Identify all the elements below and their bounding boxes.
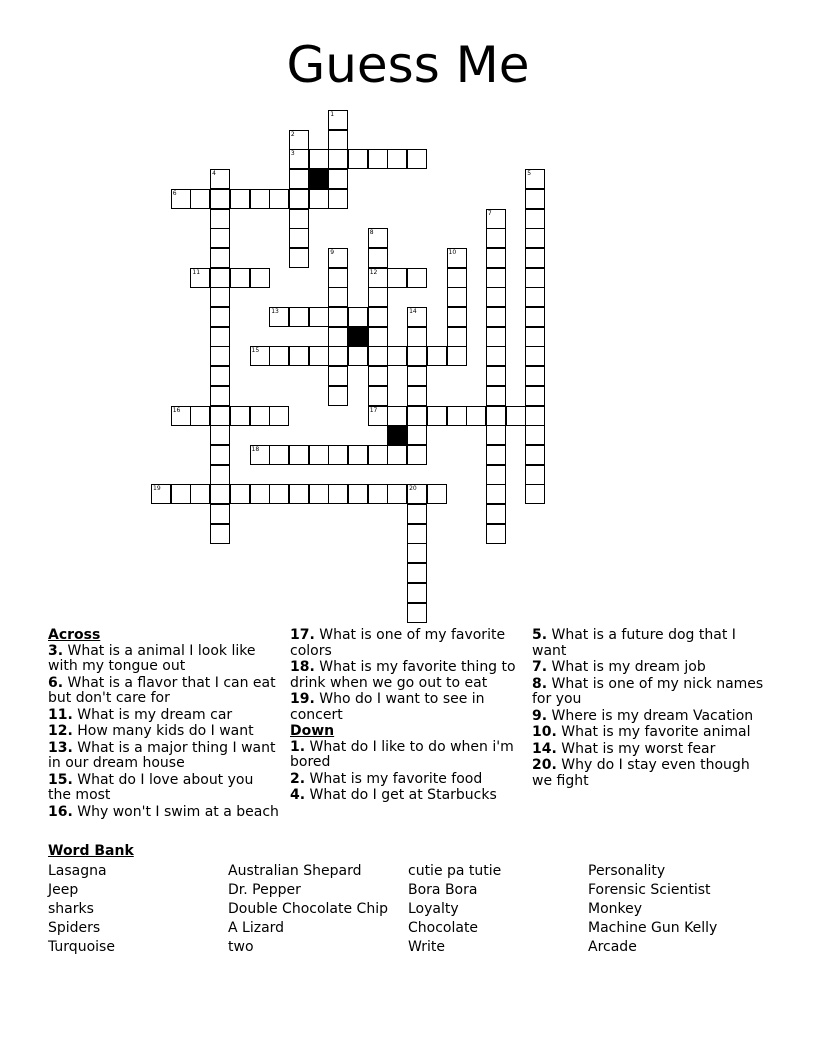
- grid-cell: [210, 248, 230, 268]
- grid-cell: [269, 346, 289, 366]
- grid-cell: [407, 346, 427, 366]
- grid-cell: [525, 169, 545, 189]
- grid-cell: [269, 189, 289, 209]
- grid-cell: [309, 189, 329, 209]
- clue-text: What do I get at Starbucks: [305, 787, 497, 803]
- grid-cell: [309, 346, 329, 366]
- grid-cell: [486, 327, 506, 347]
- grid-cell: [387, 346, 407, 366]
- grid-cell: [486, 465, 506, 485]
- word-bank-word: Bora Bora: [408, 882, 478, 898]
- word-bank-word: Forensic Scientist: [588, 882, 711, 898]
- grid-clue-number: 7: [487, 209, 492, 217]
- grid-cell: [525, 189, 545, 209]
- word-bank-column: [48, 862, 228, 957]
- clue-text: What is one of my nick names for you: [532, 675, 764, 707]
- grid-clue-number: 16: [172, 406, 181, 414]
- grid-cell: [447, 327, 467, 347]
- grid-cell: [407, 524, 427, 544]
- grid-cell: [486, 228, 506, 248]
- grid-cell: [210, 386, 230, 406]
- page-title: Guess Me: [286, 36, 530, 94]
- clue-number: 6.: [48, 674, 64, 691]
- grid-cell: [486, 209, 506, 229]
- clue-across-3: [48, 724, 280, 740]
- grid-cell: [407, 307, 427, 327]
- word-bank-word: Double Chocolate Chip: [228, 901, 388, 917]
- grid-cell: [407, 366, 427, 386]
- clue-number: 1.: [290, 738, 306, 755]
- clues-column-3: [532, 628, 764, 790]
- clue-across-7: [290, 628, 522, 659]
- grid-black-square: [387, 425, 407, 445]
- grid-black-square: [348, 327, 368, 347]
- grid-cell: [348, 149, 368, 169]
- grid-cell: [387, 445, 407, 465]
- grid-cell: [486, 268, 506, 288]
- clue-text: What is my favorite food: [305, 770, 483, 787]
- grid-cell: [447, 248, 467, 268]
- across-header: Across: [48, 627, 101, 643]
- grid-clue-number: 11: [192, 268, 201, 276]
- grid-cell: [309, 307, 329, 327]
- grid-cell: [407, 386, 427, 406]
- grid-cell: [368, 307, 388, 327]
- grid-cell: [387, 484, 407, 504]
- grid-clue-number: 13: [271, 308, 279, 315]
- grid-cell: [368, 386, 388, 406]
- grid-clue-number: 2: [290, 130, 295, 138]
- grid-cell: [525, 209, 545, 229]
- grid-cell: [387, 149, 407, 169]
- grid-cell: [328, 307, 348, 327]
- clue-across-6: [48, 805, 280, 821]
- grid-cell: [230, 484, 250, 504]
- grid-cell: [210, 504, 230, 524]
- clue-down-1: [290, 772, 522, 788]
- grid-cell: [486, 386, 506, 406]
- clue-text: Who do I want to see in concert: [290, 691, 485, 723]
- grid-cell: [190, 406, 210, 426]
- grid-clue-number: 6: [172, 189, 177, 197]
- grid-cell: [368, 287, 388, 307]
- grid-cell: [289, 149, 309, 169]
- clue-number: 3.: [48, 642, 64, 659]
- grid-clue-number: 15: [251, 347, 260, 355]
- grid-clue-number: 9: [330, 248, 335, 256]
- grid-clue-number: 1: [330, 111, 335, 118]
- grid-cell: [486, 524, 506, 544]
- clue-text: What is my dream job: [547, 659, 706, 675]
- grid-cell: [289, 307, 309, 327]
- grid-cell: [407, 484, 427, 504]
- clue-number: 20.: [532, 757, 557, 773]
- grid-cell: [368, 149, 388, 169]
- grid-cell: [486, 406, 506, 426]
- grid-cell: [230, 268, 250, 288]
- grid-cell: [368, 327, 388, 347]
- clue-across-8: [290, 660, 522, 691]
- grid-cell: [289, 209, 309, 229]
- word-bank-word: Australian Shepard: [228, 863, 362, 879]
- word-bank-word: Jeep: [48, 882, 79, 898]
- grid-cell: [466, 406, 486, 426]
- grid-cell: [525, 248, 545, 268]
- clue-across-1: [48, 676, 280, 707]
- clue-down-4: [532, 660, 764, 676]
- grid-cell: [328, 287, 348, 307]
- clue-down-7: [532, 725, 764, 741]
- grid-cell: [407, 583, 427, 603]
- grid-cell: [368, 366, 388, 386]
- grid-cell: [348, 484, 368, 504]
- clue-down-8: [532, 742, 764, 758]
- grid-cell: [407, 563, 427, 583]
- word-bank-word: two: [228, 939, 254, 955]
- grid-cell: [210, 366, 230, 386]
- grid-cell: [486, 504, 506, 524]
- word-bank-word: Loyalty: [408, 901, 459, 917]
- clue-text: How many kids do I want: [72, 723, 254, 739]
- grid-cell: [210, 484, 230, 504]
- grid-cell: [328, 386, 348, 406]
- grid-cell: [447, 406, 467, 426]
- grid-clue-number: 3: [290, 150, 295, 158]
- grid-cell: [328, 346, 348, 366]
- grid-cell: [250, 406, 270, 426]
- clue-number: 2.: [290, 770, 306, 787]
- grid-cell: [210, 307, 230, 327]
- clue-text: What do I love about you the most: [48, 771, 254, 803]
- grid-cell: [486, 307, 506, 327]
- grid-cell: [407, 543, 427, 563]
- clue-across-9: [290, 692, 522, 723]
- clue-down-2: [290, 788, 522, 804]
- grid-cell: [230, 189, 250, 209]
- clue-number: 15.: [48, 771, 73, 788]
- grid-cell: [328, 445, 348, 465]
- grid-cell: [289, 248, 309, 268]
- grid-clue-number: 19: [153, 485, 161, 493]
- clue-number: 5.: [532, 627, 548, 643]
- clue-text: What is a animal I look like with my tongue out: [48, 642, 256, 674]
- grid-cell: [328, 110, 348, 130]
- word-bank-title: Word Bank: [48, 843, 134, 859]
- grid-cell: [210, 209, 230, 229]
- grid-cell: [328, 484, 348, 504]
- grid-cell: [289, 169, 309, 189]
- grid-cell: [486, 484, 506, 504]
- grid-clue-number: 4: [212, 170, 216, 178]
- clue-down-9: [532, 758, 764, 789]
- grid-cell: [447, 346, 467, 366]
- grid-cell: [525, 307, 545, 327]
- word-bank-word: Machine Gun Kelly: [588, 920, 718, 936]
- grid-cell: [250, 346, 270, 366]
- grid-cell: [368, 248, 388, 268]
- clue-number: 19.: [290, 691, 315, 707]
- grid-cell: [250, 268, 270, 288]
- grid-cell: [171, 406, 191, 426]
- clue-down-0: [290, 740, 522, 771]
- grid-cell: [210, 406, 230, 426]
- grid-cell: [486, 287, 506, 307]
- grid-cell: [309, 149, 329, 169]
- grid-cell: [250, 189, 270, 209]
- clue-number: 7.: [532, 659, 548, 675]
- clue-number: 13.: [48, 739, 73, 756]
- grid-cell: [525, 406, 545, 426]
- grid-cell: [525, 386, 545, 406]
- grid-cell: [525, 366, 545, 386]
- grid-cell: [407, 268, 427, 288]
- grid-cell: [210, 445, 230, 465]
- clue-text: What is my favorite thing to drink when we go out to eat: [290, 659, 516, 691]
- grid-cell: [250, 445, 270, 465]
- grid-cell: [269, 445, 289, 465]
- grid-clue-number: 10: [448, 248, 457, 256]
- grid-cell: [368, 268, 388, 288]
- clue-text: Where is my dream Vacation: [547, 707, 754, 724]
- clues-column-2: [290, 628, 522, 805]
- grid-cell: [407, 149, 427, 169]
- clue-text: What do I like to do when i'm bored: [290, 738, 514, 770]
- grid-cell: [525, 346, 545, 366]
- word-bank-word: Lasagna: [48, 863, 107, 879]
- grid-cell: [210, 425, 230, 445]
- grid-cell: [387, 268, 407, 288]
- grid-black-square: [309, 169, 329, 189]
- grid-clue-number: 5: [527, 170, 532, 178]
- grid-cell: [525, 425, 545, 445]
- grid-cell: [328, 248, 348, 268]
- clue-text: What is my dream car: [72, 706, 233, 723]
- grid-cell: [190, 484, 210, 504]
- grid-cell: [171, 189, 191, 209]
- word-bank-word: Spiders: [48, 920, 101, 936]
- clue-number: 8.: [532, 675, 548, 692]
- clue-across-4: [48, 741, 280, 772]
- grid-cell: [407, 504, 427, 524]
- clue-text: Why won't I swim at a beach: [72, 803, 279, 820]
- word-bank-word: Monkey: [588, 901, 643, 917]
- grid-cell: [190, 268, 210, 288]
- grid-cell: [289, 228, 309, 248]
- word-bank-word: cutie pa tutie: [408, 863, 502, 879]
- grid-cell: [328, 149, 348, 169]
- clue-text: Why do I stay even though we fight: [532, 757, 750, 789]
- grid-cell: [407, 406, 427, 426]
- grid-cell: [368, 346, 388, 366]
- grid-cell: [171, 484, 191, 504]
- grid-clue-number: 14: [409, 308, 417, 315]
- grid-cell: [525, 287, 545, 307]
- grid-cell: [348, 307, 368, 327]
- grid-cell: [427, 484, 447, 504]
- word-bank-word: sharks: [48, 901, 94, 917]
- clue-across-2: [48, 708, 280, 724]
- grid-cell: [269, 307, 289, 327]
- clue-down-6: [532, 709, 764, 725]
- word-bank-word: Chocolate: [408, 920, 479, 936]
- grid-clue-number: 20: [409, 485, 417, 493]
- grid-cell: [328, 189, 348, 209]
- clue-text: What is my favorite animal: [556, 724, 751, 740]
- word-bank-word: Dr. Pepper: [228, 882, 301, 898]
- grid-cell: [210, 327, 230, 347]
- grid-cell: [447, 268, 467, 288]
- grid-cell: [525, 268, 545, 288]
- word-bank-word: Turquoise: [48, 939, 115, 955]
- grid-cell: [387, 406, 407, 426]
- clue-number: 11.: [48, 706, 73, 723]
- clue-text: What is a flavor that I can eat but don't care for: [48, 674, 276, 706]
- grid-clue-number: 17: [369, 406, 378, 414]
- grid-cell: [486, 445, 506, 465]
- grid-cell: [407, 603, 427, 623]
- grid-cell: [506, 406, 526, 426]
- clue-number: 18.: [290, 659, 315, 675]
- grid-cell: [309, 445, 329, 465]
- grid-cell: [328, 130, 348, 150]
- word-bank-word: A Lizard: [228, 920, 285, 936]
- clue-number: 12.: [48, 723, 73, 739]
- grid-cell: [447, 287, 467, 307]
- grid-cell: [210, 189, 230, 209]
- clue-number: 4.: [290, 787, 306, 803]
- clue-text: What is one of my favorite colors: [290, 627, 506, 659]
- grid-cell: [210, 465, 230, 485]
- grid-cell: [407, 445, 427, 465]
- word-bank-column: [588, 862, 768, 957]
- clue-number: 9.: [532, 707, 548, 724]
- grid-cell: [210, 287, 230, 307]
- grid-cell: [525, 228, 545, 248]
- grid-cell: [525, 445, 545, 465]
- grid-cell: [368, 484, 388, 504]
- clue-text: What is a future dog that I want: [532, 627, 736, 659]
- clues-column-1: [48, 628, 280, 821]
- clue-across-5: [48, 773, 280, 804]
- clue-number: 14.: [532, 740, 557, 757]
- grid-cell: [368, 406, 388, 426]
- grid-cell: [289, 346, 309, 366]
- grid-cell: [427, 346, 447, 366]
- grid-cell: [486, 248, 506, 268]
- grid-cell: [407, 425, 427, 445]
- grid-cell: [269, 484, 289, 504]
- clue-down-3: [532, 628, 764, 659]
- grid-clue-number: 8: [369, 229, 374, 237]
- grid-cell: [348, 445, 368, 465]
- clue-number: 16.: [48, 803, 73, 820]
- grid-cell: [328, 268, 348, 288]
- clue-text: What is my worst fear: [556, 740, 716, 757]
- grid-cell: [210, 268, 230, 288]
- grid-cell: [210, 228, 230, 248]
- grid-cell: [269, 406, 289, 426]
- grid-cell: [368, 228, 388, 248]
- clue-text: What is a major thing I want in our dream house: [48, 739, 276, 771]
- grid-cell: [525, 484, 545, 504]
- grid-cell: [447, 307, 467, 327]
- grid-cell: [289, 445, 309, 465]
- grid-cell: [368, 445, 388, 465]
- word-bank-column: [228, 862, 408, 957]
- grid-cell: [289, 130, 309, 150]
- grid-cell: [230, 406, 250, 426]
- grid-cell: [190, 189, 210, 209]
- word-bank-column: [408, 862, 588, 957]
- word-bank-word: Arcade: [588, 939, 637, 955]
- grid-cell: [289, 189, 309, 209]
- clue-down-5: [532, 677, 764, 708]
- grid-cell: [328, 169, 348, 189]
- word-bank-word: Personality: [588, 863, 666, 879]
- grid-cell: [250, 484, 270, 504]
- grid-cell: [309, 484, 329, 504]
- word-bank-word: Write: [408, 939, 445, 955]
- grid-cell: [486, 425, 506, 445]
- grid-cell: [407, 327, 427, 347]
- grid-cell: [210, 524, 230, 544]
- grid-cell: [289, 484, 309, 504]
- grid-cell: [210, 346, 230, 366]
- grid-cell: [525, 465, 545, 485]
- down-header: Down: [290, 723, 335, 739]
- grid-cell: [328, 327, 348, 347]
- grid-cell: [486, 366, 506, 386]
- clue-number: 17.: [290, 627, 315, 643]
- grid-cell: [151, 484, 171, 504]
- clue-number: 10.: [532, 724, 557, 740]
- grid-cell: [427, 406, 447, 426]
- grid-cell: [328, 366, 348, 386]
- grid-clue-number: 12: [369, 268, 378, 276]
- grid-cell: [210, 169, 230, 189]
- grid-cell: [486, 346, 506, 366]
- grid-cell: [525, 327, 545, 347]
- grid-cell: [348, 346, 368, 366]
- grid-clue-number: 18: [251, 445, 260, 453]
- clue-across-0: [48, 644, 280, 675]
